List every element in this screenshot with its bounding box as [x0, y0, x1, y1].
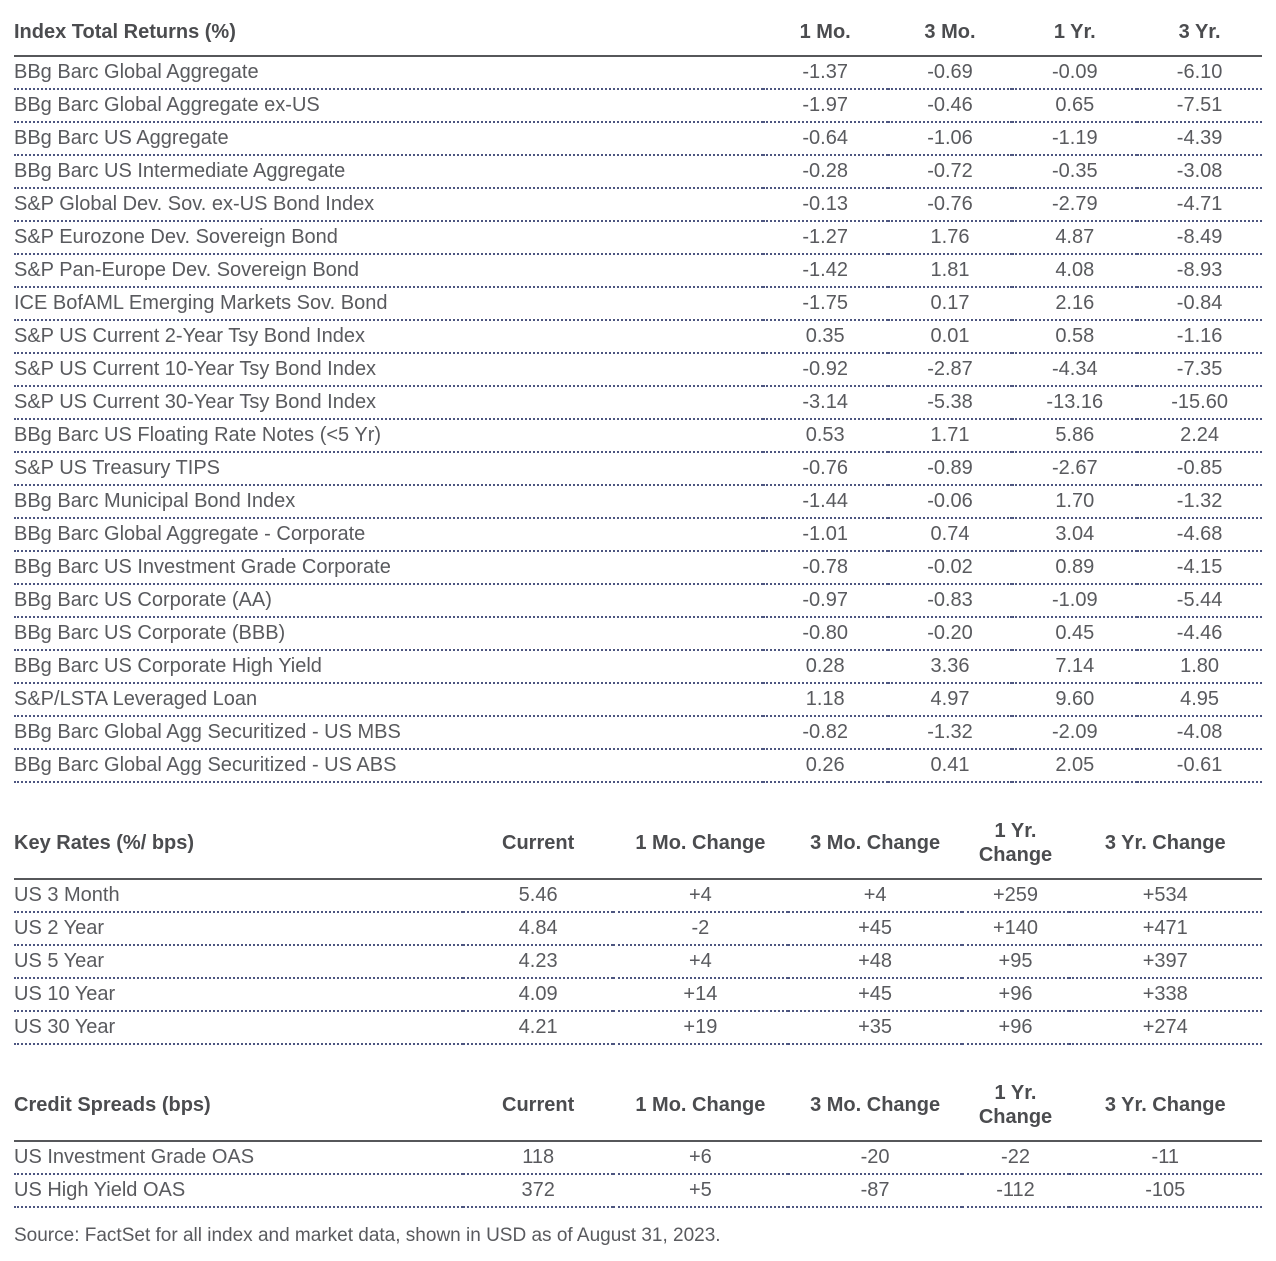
value-3mo-change: +48 — [858, 950, 893, 972]
value-3yr-change: +397 — [1142, 950, 1188, 972]
row-label: BBg Barc US Corporate (BBB) — [14, 622, 286, 644]
table-row — [14, 945, 1262, 978]
value-1yr-change: +95 — [998, 950, 1033, 972]
value-1yr: 0.45 — [1055, 622, 1095, 644]
row-label: S&P US Current 2-Year Tsy Bond Index — [14, 325, 365, 347]
value-1mo: -0.28 — [802, 160, 848, 182]
value-1mo: -0.92 — [802, 358, 848, 380]
value-3mo: 0.41 — [930, 754, 970, 776]
table-row — [14, 1011, 1262, 1044]
table-row — [14, 650, 1262, 683]
value-3mo: -1.06 — [927, 127, 973, 149]
value-3yr-change: +338 — [1142, 983, 1188, 1005]
value-1mo: 1.18 — [805, 688, 845, 710]
table-row — [14, 749, 1262, 782]
value-1mo: -3.14 — [802, 391, 848, 413]
value-3mo: -0.69 — [927, 61, 973, 83]
table-row — [14, 683, 1262, 716]
value-1mo: -0.13 — [802, 193, 848, 215]
value-3mo-change: +4 — [863, 884, 887, 906]
value-1yr: 0.65 — [1055, 94, 1095, 116]
value-1yr: -4.34 — [1051, 358, 1098, 380]
index-returns-title: Index Total Returns (%) — [14, 21, 236, 43]
table-row — [14, 188, 1262, 221]
column-header-3mo-change: 3 Mo. Change — [810, 832, 941, 854]
value-3yr: -3.08 — [1176, 160, 1223, 182]
value-1yr: -2.09 — [1051, 721, 1098, 743]
value-1yr: -2.79 — [1051, 193, 1098, 215]
table-row — [14, 716, 1262, 749]
value-3mo: 0.74 — [930, 523, 970, 545]
value-3yr: -5.44 — [1176, 589, 1223, 611]
key-rates-table — [14, 809, 1262, 1045]
value-1yr: 4.08 — [1055, 259, 1095, 281]
column-header-3mo-change: 3 Mo. Change — [810, 1094, 941, 1116]
column-header-1yr-change: 1 Yr. Change — [978, 820, 1053, 866]
table-row — [14, 56, 1262, 89]
value-1mo: 0.28 — [805, 655, 845, 677]
value-3mo: -0.06 — [927, 490, 973, 512]
column-header-current: Current — [502, 1094, 575, 1116]
value-current: 5.46 — [518, 884, 558, 906]
value-current: 118 — [522, 1146, 555, 1168]
index-returns-body — [14, 56, 1262, 782]
value-1yr: 3.04 — [1055, 523, 1095, 545]
value-3mo-change: +45 — [858, 983, 893, 1005]
column-header-3yr-change: 3 Yr. Change — [1104, 832, 1226, 854]
table-row — [14, 287, 1262, 320]
value-1mo-change: +19 — [683, 1016, 718, 1038]
table-row — [14, 551, 1262, 584]
column-header-current: Current — [502, 832, 575, 854]
index-returns-table — [14, 10, 1262, 783]
value-current: 4.09 — [518, 983, 558, 1005]
row-label: S&P Pan-Europe Dev. Sovereign Bond — [14, 259, 360, 281]
table-row — [14, 89, 1262, 122]
row-label: BBg Barc Municipal Bond Index — [14, 490, 296, 512]
value-3yr-change: +534 — [1142, 884, 1188, 906]
value-3mo: -0.83 — [927, 589, 973, 611]
key-rates-header-row — [14, 809, 1262, 879]
value-3yr: -6.10 — [1176, 61, 1223, 83]
value-3mo: -5.38 — [927, 391, 973, 413]
value-3mo: -0.20 — [927, 622, 973, 644]
value-1mo: -0.80 — [802, 622, 848, 644]
value-1mo: -1.27 — [802, 226, 848, 248]
row-label: US Investment Grade OAS — [14, 1146, 255, 1168]
value-1mo-change: +6 — [688, 1146, 712, 1168]
value-3mo-change: -20 — [860, 1146, 890, 1168]
source-note: Source: FactSet for all index and market data, shown in USD as of August 31, 2023. — [14, 1225, 721, 1246]
column-header-1yr: 1 Yr. — [1053, 21, 1096, 43]
credit-spreads-header-row — [14, 1071, 1262, 1141]
value-1yr: 2.05 — [1055, 754, 1095, 776]
value-3mo: 1.76 — [930, 226, 970, 248]
value-1yr: -0.09 — [1051, 61, 1098, 83]
table-row — [14, 879, 1262, 912]
credit-spreads-title: Credit Spreads (bps) — [14, 1094, 211, 1116]
value-3mo: 0.01 — [930, 325, 970, 347]
value-3mo: -0.76 — [927, 193, 973, 215]
value-3yr: -4.08 — [1176, 721, 1223, 743]
row-label: S&P Global Dev. Sov. ex-US Bond Index — [14, 193, 375, 215]
value-1mo: -1.37 — [802, 61, 848, 83]
table-row — [14, 518, 1262, 551]
value-1yr: 0.89 — [1055, 556, 1095, 578]
row-label: S&P Eurozone Dev. Sovereign Bond — [14, 226, 338, 248]
row-label: BBg Barc Global Agg Securitized - US ABS — [14, 754, 397, 776]
value-1yr: 5.86 — [1055, 424, 1095, 446]
value-3yr: -15.60 — [1171, 391, 1228, 413]
column-header-1mo-change: 1 Mo. Change — [635, 1094, 766, 1116]
row-label: BBg Barc US Corporate High Yield — [14, 655, 322, 677]
value-current: 4.84 — [518, 917, 558, 939]
column-header-1mo: 1 Mo. — [799, 21, 851, 43]
row-label: ICE BofAML Emerging Markets Sov. Bond — [14, 292, 388, 314]
value-3mo-change: +35 — [858, 1016, 893, 1038]
key-rates-body — [14, 879, 1262, 1044]
value-3mo: 1.81 — [930, 259, 970, 281]
table-row — [14, 155, 1262, 188]
row-label: BBg Barc Global Aggregate - Corporate — [14, 523, 366, 545]
value-current: 4.21 — [518, 1016, 558, 1038]
row-label: US 5 Year — [14, 950, 105, 972]
value-1yr: 2.16 — [1055, 292, 1095, 314]
row-label: BBg Barc US Investment Grade Corporate — [14, 556, 391, 578]
value-1mo: -1.97 — [802, 94, 848, 116]
value-3yr: 4.95 — [1180, 688, 1220, 710]
table-row — [14, 386, 1262, 419]
value-3yr: -7.51 — [1176, 94, 1223, 116]
value-1yr: 7.14 — [1055, 655, 1095, 677]
value-1yr: -13.16 — [1046, 391, 1104, 413]
value-3yr: -0.84 — [1176, 292, 1223, 314]
value-3yr: 1.80 — [1180, 655, 1220, 677]
value-3mo-change: -87 — [860, 1179, 890, 1201]
value-1mo: -1.44 — [802, 490, 848, 512]
value-3mo: -0.02 — [927, 556, 973, 578]
value-1mo: 0.53 — [805, 424, 845, 446]
row-label: US 3 Month — [14, 884, 120, 906]
value-1yr-change: -22 — [1001, 1146, 1030, 1168]
value-1mo-change: +4 — [688, 950, 712, 972]
row-label: S&P US Treasury TIPS — [14, 457, 221, 479]
value-3yr: -4.68 — [1176, 523, 1223, 545]
table-row — [14, 1174, 1262, 1207]
row-label: BBg Barc Global Aggregate — [14, 61, 259, 83]
row-label: US 2 Year — [14, 917, 105, 939]
value-1mo: -1.42 — [802, 259, 848, 281]
column-header-1yr-change: 1 Yr. Change — [978, 1082, 1053, 1128]
key-rates-title: Key Rates (%/ bps) — [14, 832, 195, 854]
value-1mo-change: +5 — [688, 1179, 712, 1201]
table-row — [14, 978, 1262, 1011]
value-3mo-change: +45 — [858, 917, 893, 939]
value-1yr-change: -112 — [996, 1179, 1035, 1201]
value-1yr: -0.35 — [1051, 160, 1098, 182]
table-row — [14, 122, 1262, 155]
value-3yr-change: -11 — [1151, 1146, 1179, 1168]
value-3yr: -4.71 — [1176, 193, 1223, 215]
value-1mo: 0.35 — [805, 325, 845, 347]
value-1mo-change: +14 — [683, 983, 718, 1005]
value-3yr-change: -105 — [1145, 1179, 1186, 1201]
index-returns-header-row — [14, 10, 1262, 56]
value-3yr: -1.32 — [1176, 490, 1223, 512]
table-row — [14, 221, 1262, 254]
value-3mo: -0.89 — [927, 457, 973, 479]
row-label: BBg Barc US Intermediate Aggregate — [14, 160, 346, 182]
value-3yr: -8.49 — [1176, 226, 1223, 248]
value-1yr: -1.19 — [1051, 127, 1098, 149]
value-1yr: -1.09 — [1051, 589, 1098, 611]
row-label: BBg Barc US Floating Rate Notes (<5 Yr) — [14, 424, 382, 446]
value-3mo: -2.87 — [927, 358, 973, 380]
table-row — [14, 452, 1262, 485]
value-1yr: 9.60 — [1055, 688, 1095, 710]
value-1yr-change: +140 — [992, 917, 1039, 939]
value-3yr: -4.15 — [1176, 556, 1223, 578]
table-row — [14, 485, 1262, 518]
value-current: 4.23 — [518, 950, 558, 972]
value-3yr: -4.46 — [1176, 622, 1223, 644]
column-header-3yr: 3 Yr. — [1178, 21, 1221, 43]
row-label: US High Yield OAS — [14, 1179, 186, 1201]
value-1mo: -1.75 — [802, 292, 848, 314]
value-3mo: -0.72 — [927, 160, 973, 182]
row-label: US 30 Year — [14, 1016, 116, 1038]
value-1mo: -0.76 — [802, 457, 848, 479]
value-1mo: -0.78 — [802, 556, 848, 578]
table-row — [14, 912, 1262, 945]
table-row — [14, 320, 1262, 353]
value-current: 372 — [521, 1179, 555, 1201]
column-header-3yr-change: 3 Yr. Change — [1104, 1094, 1226, 1116]
table-row — [14, 617, 1262, 650]
value-1mo: -1.01 — [802, 523, 848, 545]
row-label: BBg Barc Global Aggregate ex-US — [14, 94, 320, 116]
value-1yr: 4.87 — [1055, 226, 1095, 248]
value-1yr: 1.70 — [1055, 490, 1095, 512]
value-3mo: 1.71 — [930, 424, 970, 446]
value-3mo: 3.36 — [930, 655, 970, 677]
row-label: BBg Barc US Corporate (AA) — [14, 589, 272, 611]
row-label: BBg Barc US Aggregate — [14, 127, 229, 149]
value-3mo: -1.32 — [927, 721, 973, 743]
value-1yr-change: +96 — [998, 983, 1033, 1005]
column-header-3mo: 3 Mo. — [924, 21, 976, 43]
table-row — [14, 254, 1262, 287]
value-3yr: 2.24 — [1180, 424, 1220, 446]
value-1mo-change: -2 — [691, 917, 710, 939]
value-1mo: 0.26 — [805, 754, 845, 776]
value-1yr-change: +96 — [998, 1016, 1033, 1038]
row-label: S&P US Current 10-Year Tsy Bond Index — [14, 358, 377, 380]
value-3yr: -7.35 — [1176, 358, 1223, 380]
row-label: US 10 Year — [14, 983, 116, 1005]
value-1mo: -0.97 — [802, 589, 848, 611]
value-1mo-change: +4 — [688, 884, 712, 906]
value-3yr-change: +471 — [1142, 917, 1188, 939]
column-header-1mo-change: 1 Mo. Change — [635, 832, 766, 854]
value-1yr-change: +259 — [992, 884, 1039, 906]
value-3yr: -1.16 — [1176, 325, 1223, 347]
table-row — [14, 1141, 1262, 1174]
table-row — [14, 419, 1262, 452]
value-1yr: -2.67 — [1051, 457, 1098, 479]
value-3yr-change: +274 — [1142, 1016, 1188, 1038]
value-3mo: 0.17 — [930, 292, 970, 314]
row-label: S&P/LSTA Leveraged Loan — [14, 688, 258, 710]
value-1yr: 0.58 — [1055, 325, 1095, 347]
value-3yr: -8.93 — [1176, 259, 1223, 281]
table-row — [14, 353, 1262, 386]
credit-spreads-body — [14, 1141, 1262, 1207]
value-1mo: -0.64 — [802, 127, 848, 149]
value-3yr: -0.85 — [1176, 457, 1223, 479]
credit-spreads-table — [14, 1071, 1262, 1208]
value-1mo: -0.82 — [802, 721, 848, 743]
row-label: S&P US Current 30-Year Tsy Bond Index — [14, 391, 377, 413]
value-3yr: -4.39 — [1176, 127, 1223, 149]
value-3mo: 4.97 — [930, 688, 970, 710]
table-row — [14, 584, 1262, 617]
value-3mo: -0.46 — [927, 94, 973, 116]
value-3yr: -0.61 — [1176, 754, 1223, 776]
row-label: BBg Barc Global Agg Securitized - US MBS — [14, 721, 401, 743]
